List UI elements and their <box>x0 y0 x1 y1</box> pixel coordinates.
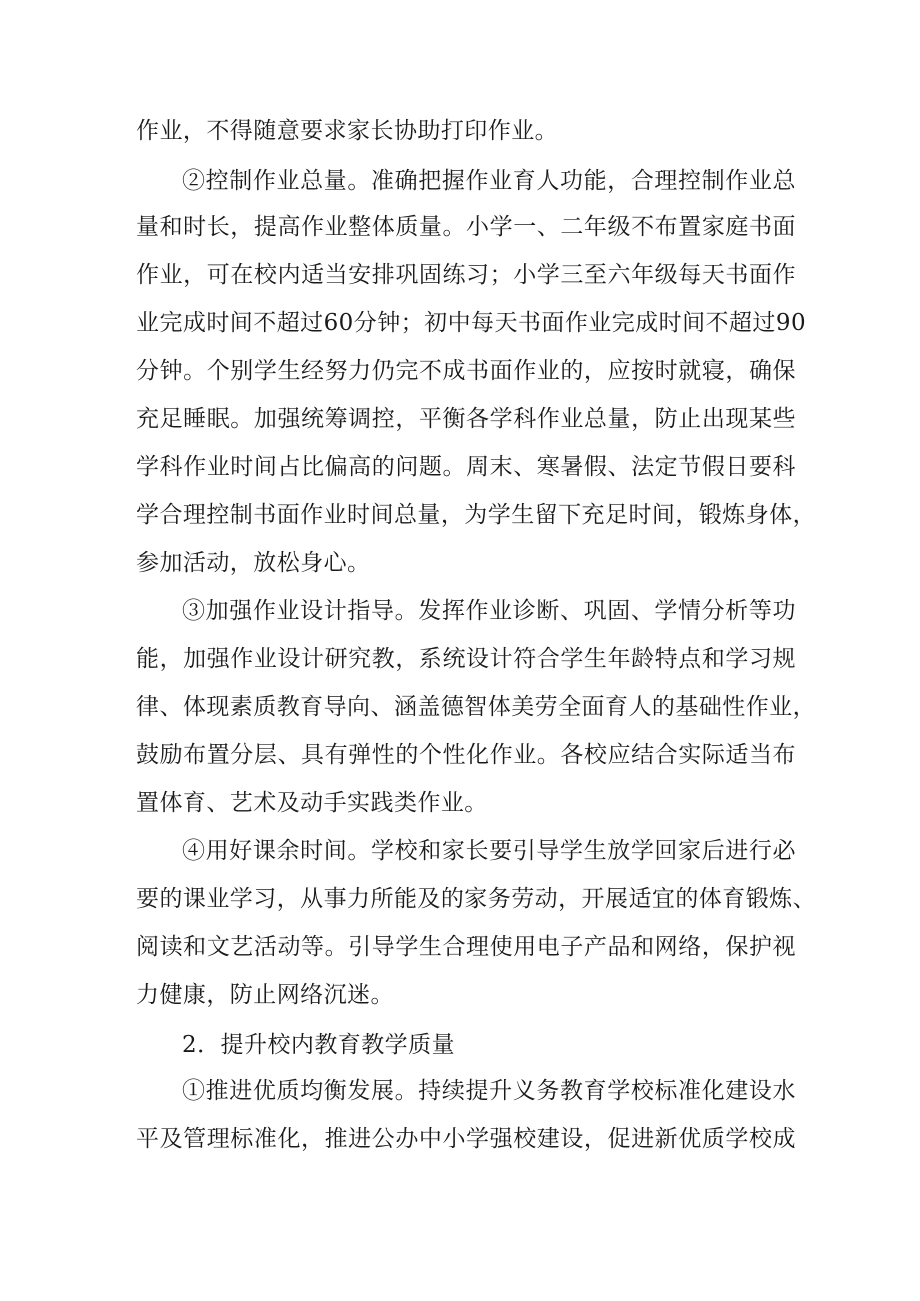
text-line: 量和时长，提高作业整体质量。小学一、二年级不布置家庭书面 <box>136 214 796 240</box>
text-line: ①推进优质均衡发展。持续提升义务教育学校标准化建设水 <box>182 1078 796 1104</box>
text-line: ③加强作业设计指导。发挥作业诊断、巩固、学情分析等功 <box>182 598 796 624</box>
text-line: 作业，可在校内适当安排巩固练习；小学三至六年级每天书面作 <box>136 262 796 288</box>
text-line: ④用好课余时间。学校和家长要引导学生放学回家后进行必 <box>182 838 796 864</box>
text-line: ②控制作业总量。准确把握作业育人功能，合理控制作业总 <box>182 168 796 194</box>
text-line: 能，加强作业设计研究教，系统设计符合学生年龄特点和学习规 <box>136 646 796 672</box>
text-line: 律、体现素质教育导向、涵盖德智体美劳全面育人的基础性作业， <box>136 694 817 720</box>
text-line: 作业，不得随意要求家长协助打印作业。 <box>136 118 559 144</box>
text-line: 阅读和文艺活动等。引导学生合理使用电子产品和网络，保护视 <box>136 934 796 960</box>
text-line: 分钟。个别学生经努力仍完不成书面作业的，应按时就寝，确保 <box>136 358 796 384</box>
text-line: 充足睡眠。加强统筹调控，平衡各学科作业总量，防止出现某些 <box>136 406 796 432</box>
text-line: 平及管理标准化，推进公办中小学强校建设，促进新优质学校成 <box>136 1126 796 1152</box>
text-line: 鼓励布置分层、具有弹性的个性化作业。各校应结合实际适当布 <box>136 742 796 768</box>
text-line: 置体育、艺术及动手实践类作业。 <box>136 790 488 816</box>
text-line: 要的课业学习，从事力所能及的家务劳动，开展适宜的体育锻炼、 <box>136 886 817 912</box>
section-heading: 2．提升校内教育教学质量 <box>182 1032 456 1058</box>
text-line: 力健康，防止网络沉迷。 <box>136 982 394 1008</box>
text-line: 学科作业时间占比偏高的问题。周末、寒暑假、法定节假日要科 <box>136 454 796 480</box>
text-line: 参加活动，放松身心。 <box>136 550 371 576</box>
text-line: 学合理控制书面作业时间总量，为学生留下充足时间，锻炼身体， <box>136 502 817 528</box>
text-line: 业完成时间不超过60分钟；初中每天书面作业完成时间不超过90 <box>136 310 807 336</box>
